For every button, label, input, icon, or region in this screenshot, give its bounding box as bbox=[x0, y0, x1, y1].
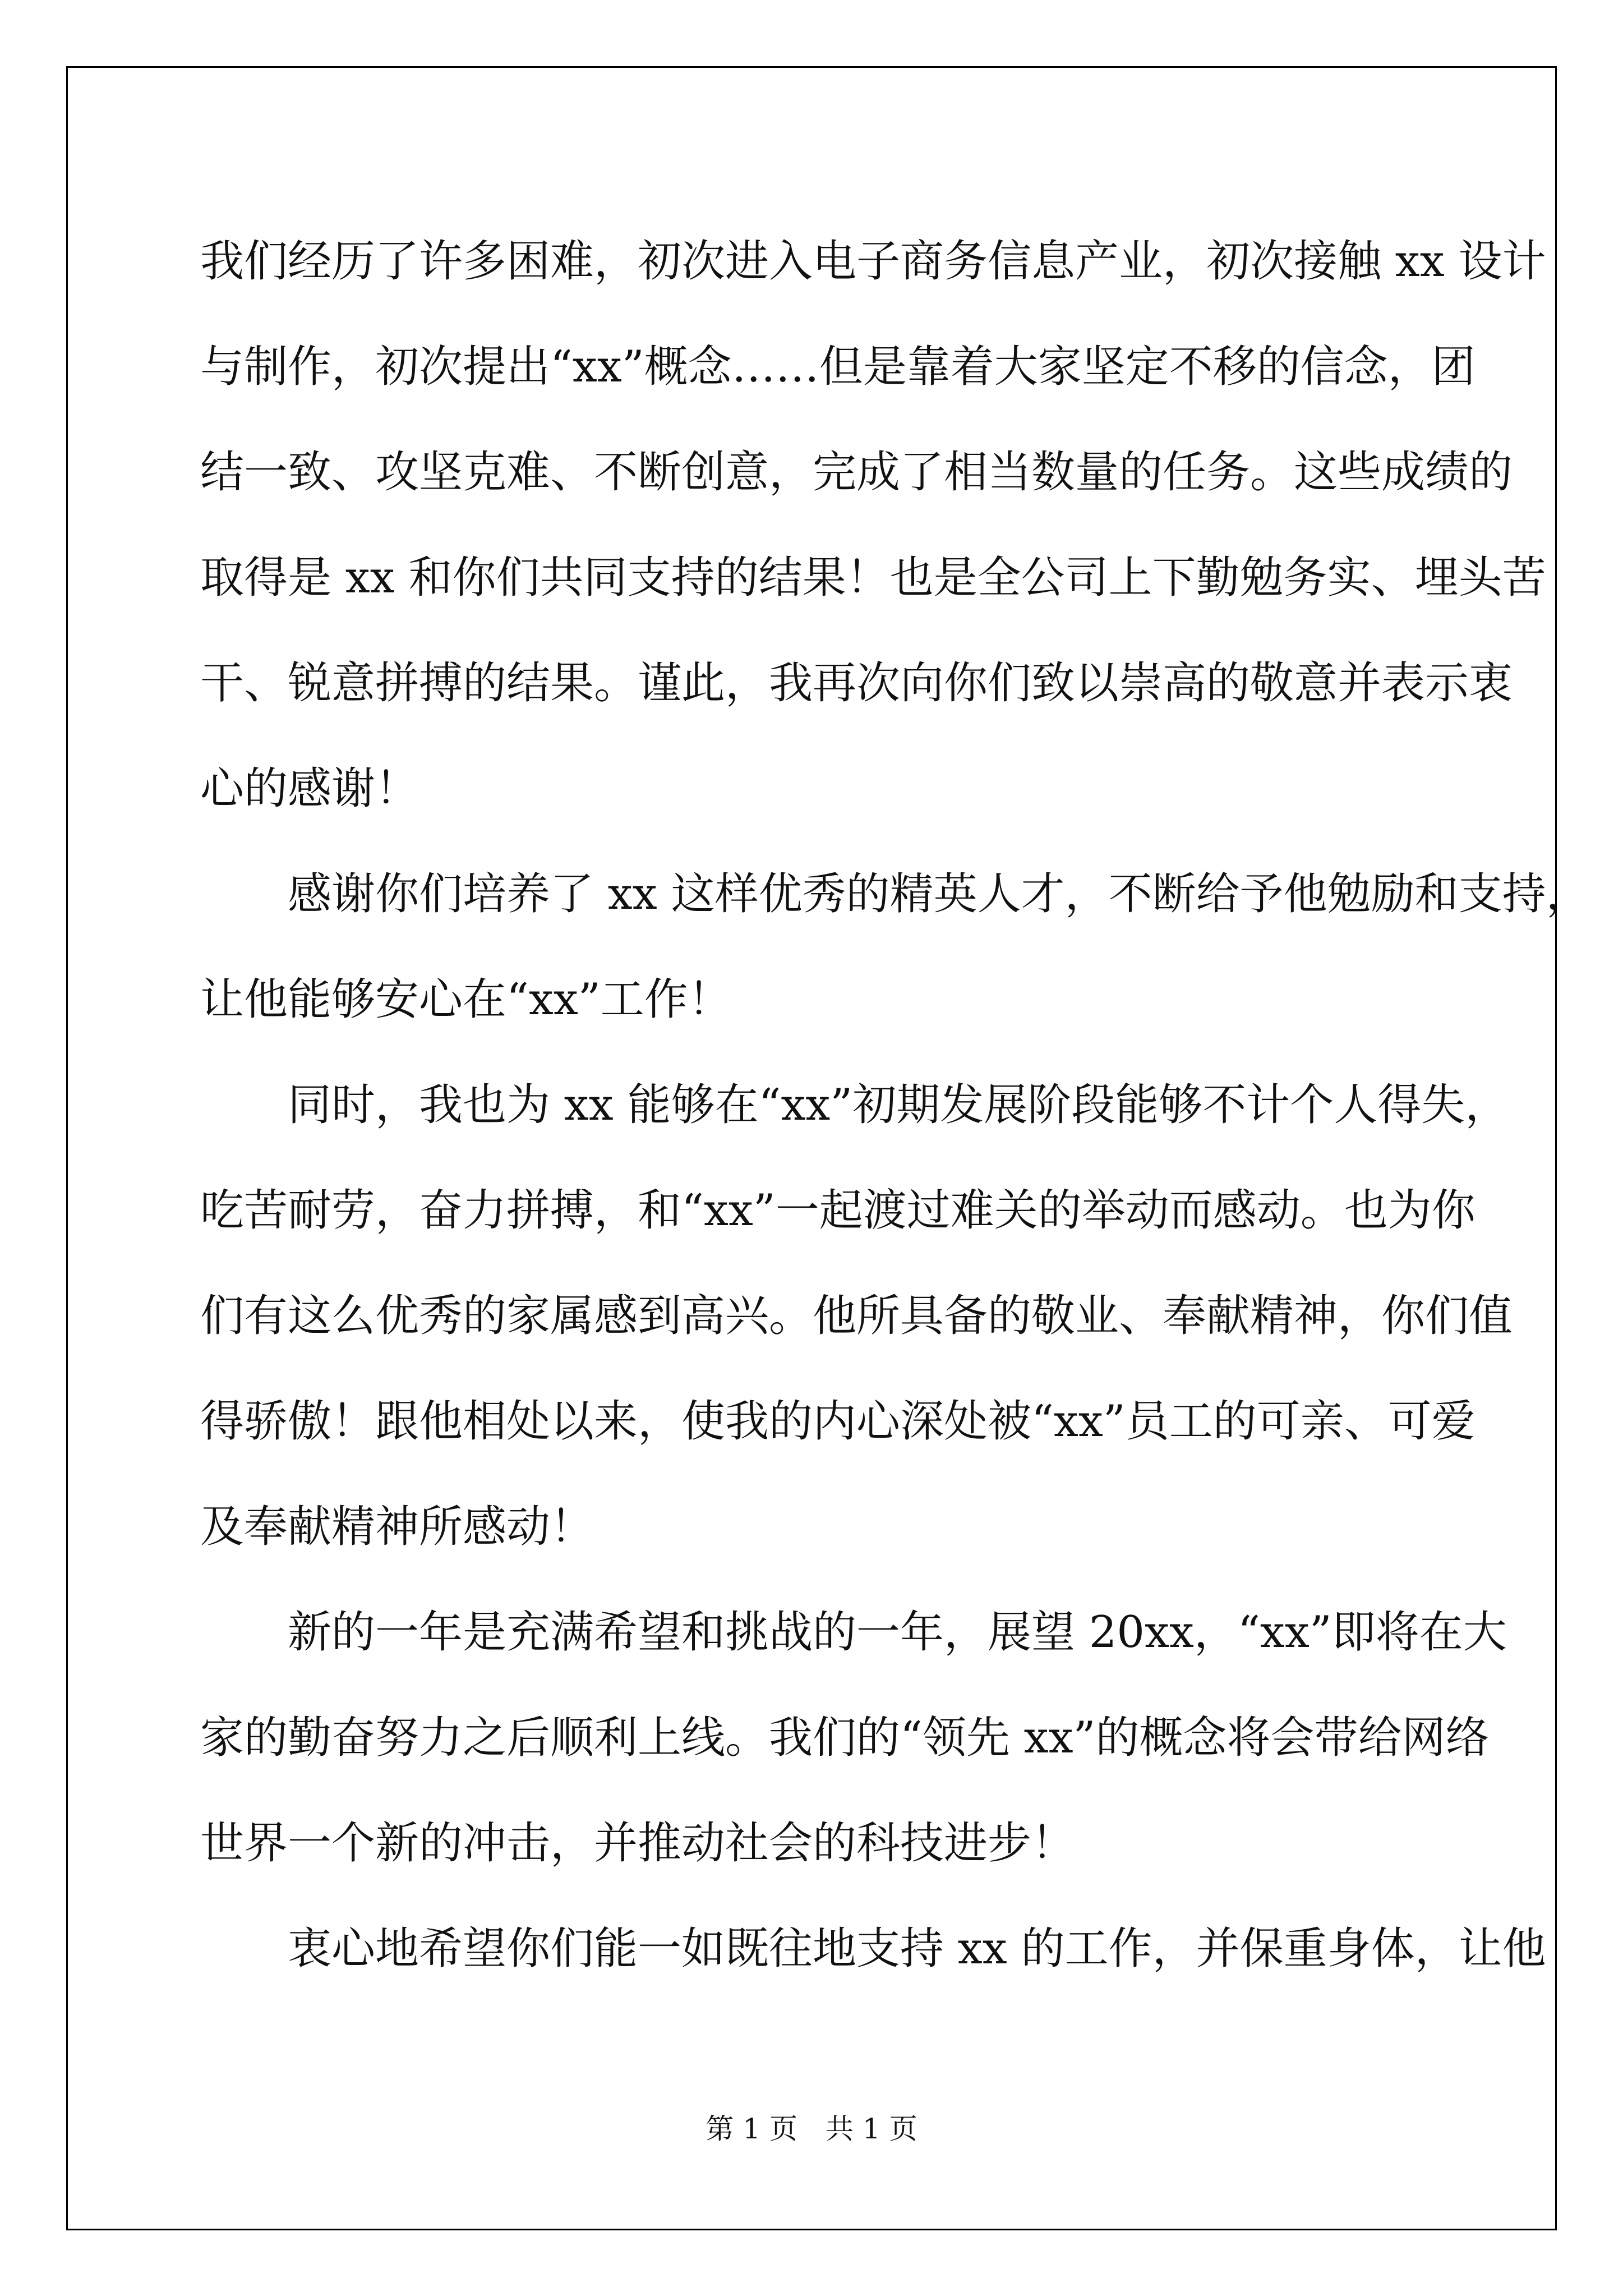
page-total: 共 1 页 bbox=[826, 2113, 917, 2145]
paragraph-4 bbox=[200, 1580, 1507, 1896]
text-line: 及奉献精神所感动！ bbox=[200, 1502, 594, 1552]
paragraph-2 bbox=[200, 841, 1590, 1052]
text-line: 们有这么优秀的家属感到高兴。他所具备的敬业、奉献精神，你们值 bbox=[200, 1291, 1513, 1341]
paragraph-5 bbox=[200, 1896, 1546, 2001]
page-footer bbox=[0, 2106, 1623, 2147]
text-line: 得骄傲！跟他相处以来，使我的内心深处被“xx”员工的可亲、可爱 bbox=[200, 1396, 1476, 1447]
text-line: 同时，我也为 xx 能够在“xx”初期发展阶段能够不计个人得失， bbox=[288, 1080, 1509, 1130]
text-line: 新的一年是充满希望和挑战的一年，展望 20xx，“xx”即将在大 bbox=[288, 1607, 1507, 1658]
text-line: 我们经历了许多困难，初次进入电子商务信息产业，初次接触 xx 设计 bbox=[200, 236, 1546, 287]
text-line: 吃苦耐劳，奋力拼搏，和“xx”一起渡过难关的举动而感动。也为你 bbox=[200, 1185, 1476, 1236]
text-line: 与制作，初次提出“xx”概念……但是靠着大家坚定不移的信念，团 bbox=[200, 342, 1476, 392]
text-line: 衷心地希望你们能一如既往地支持 xx 的工作，并保重身体，让他 bbox=[288, 1924, 1546, 1974]
paragraph-3 bbox=[200, 1052, 1513, 1580]
text-line: 取得是 xx 和你们共同支持的结果！也是全公司上下勤勉务实、埋头苦 bbox=[200, 553, 1546, 603]
paragraph-1 bbox=[200, 209, 1546, 841]
text-line: 让他能够安心在“xx”工作！ bbox=[200, 974, 732, 1025]
text-line: 干、锐意拼搏的结果。谨此，我再次向你们致以崇高的敬意并表示衷 bbox=[200, 658, 1513, 708]
text-line: 心的感谢！ bbox=[200, 763, 419, 814]
text-line: 世界一个新的冲击，并推动社会的科技进步！ bbox=[200, 1818, 1076, 1869]
page-number: 第 1 页 bbox=[706, 2113, 797, 2145]
text-line: 结一致、攻坚克难、不断创意，完成了相当数量的任务。这些成绩的 bbox=[200, 447, 1513, 498]
text-line: 家的勤奋努力之后顺利上线。我们的“领先 xx”的概念将会带给网络 bbox=[200, 1713, 1490, 1763]
text-line: 感谢你们培养了 xx 这样优秀的精英人才，不断给予他勉励和支持， bbox=[288, 869, 1590, 919]
document-body bbox=[200, 209, 1590, 2001]
